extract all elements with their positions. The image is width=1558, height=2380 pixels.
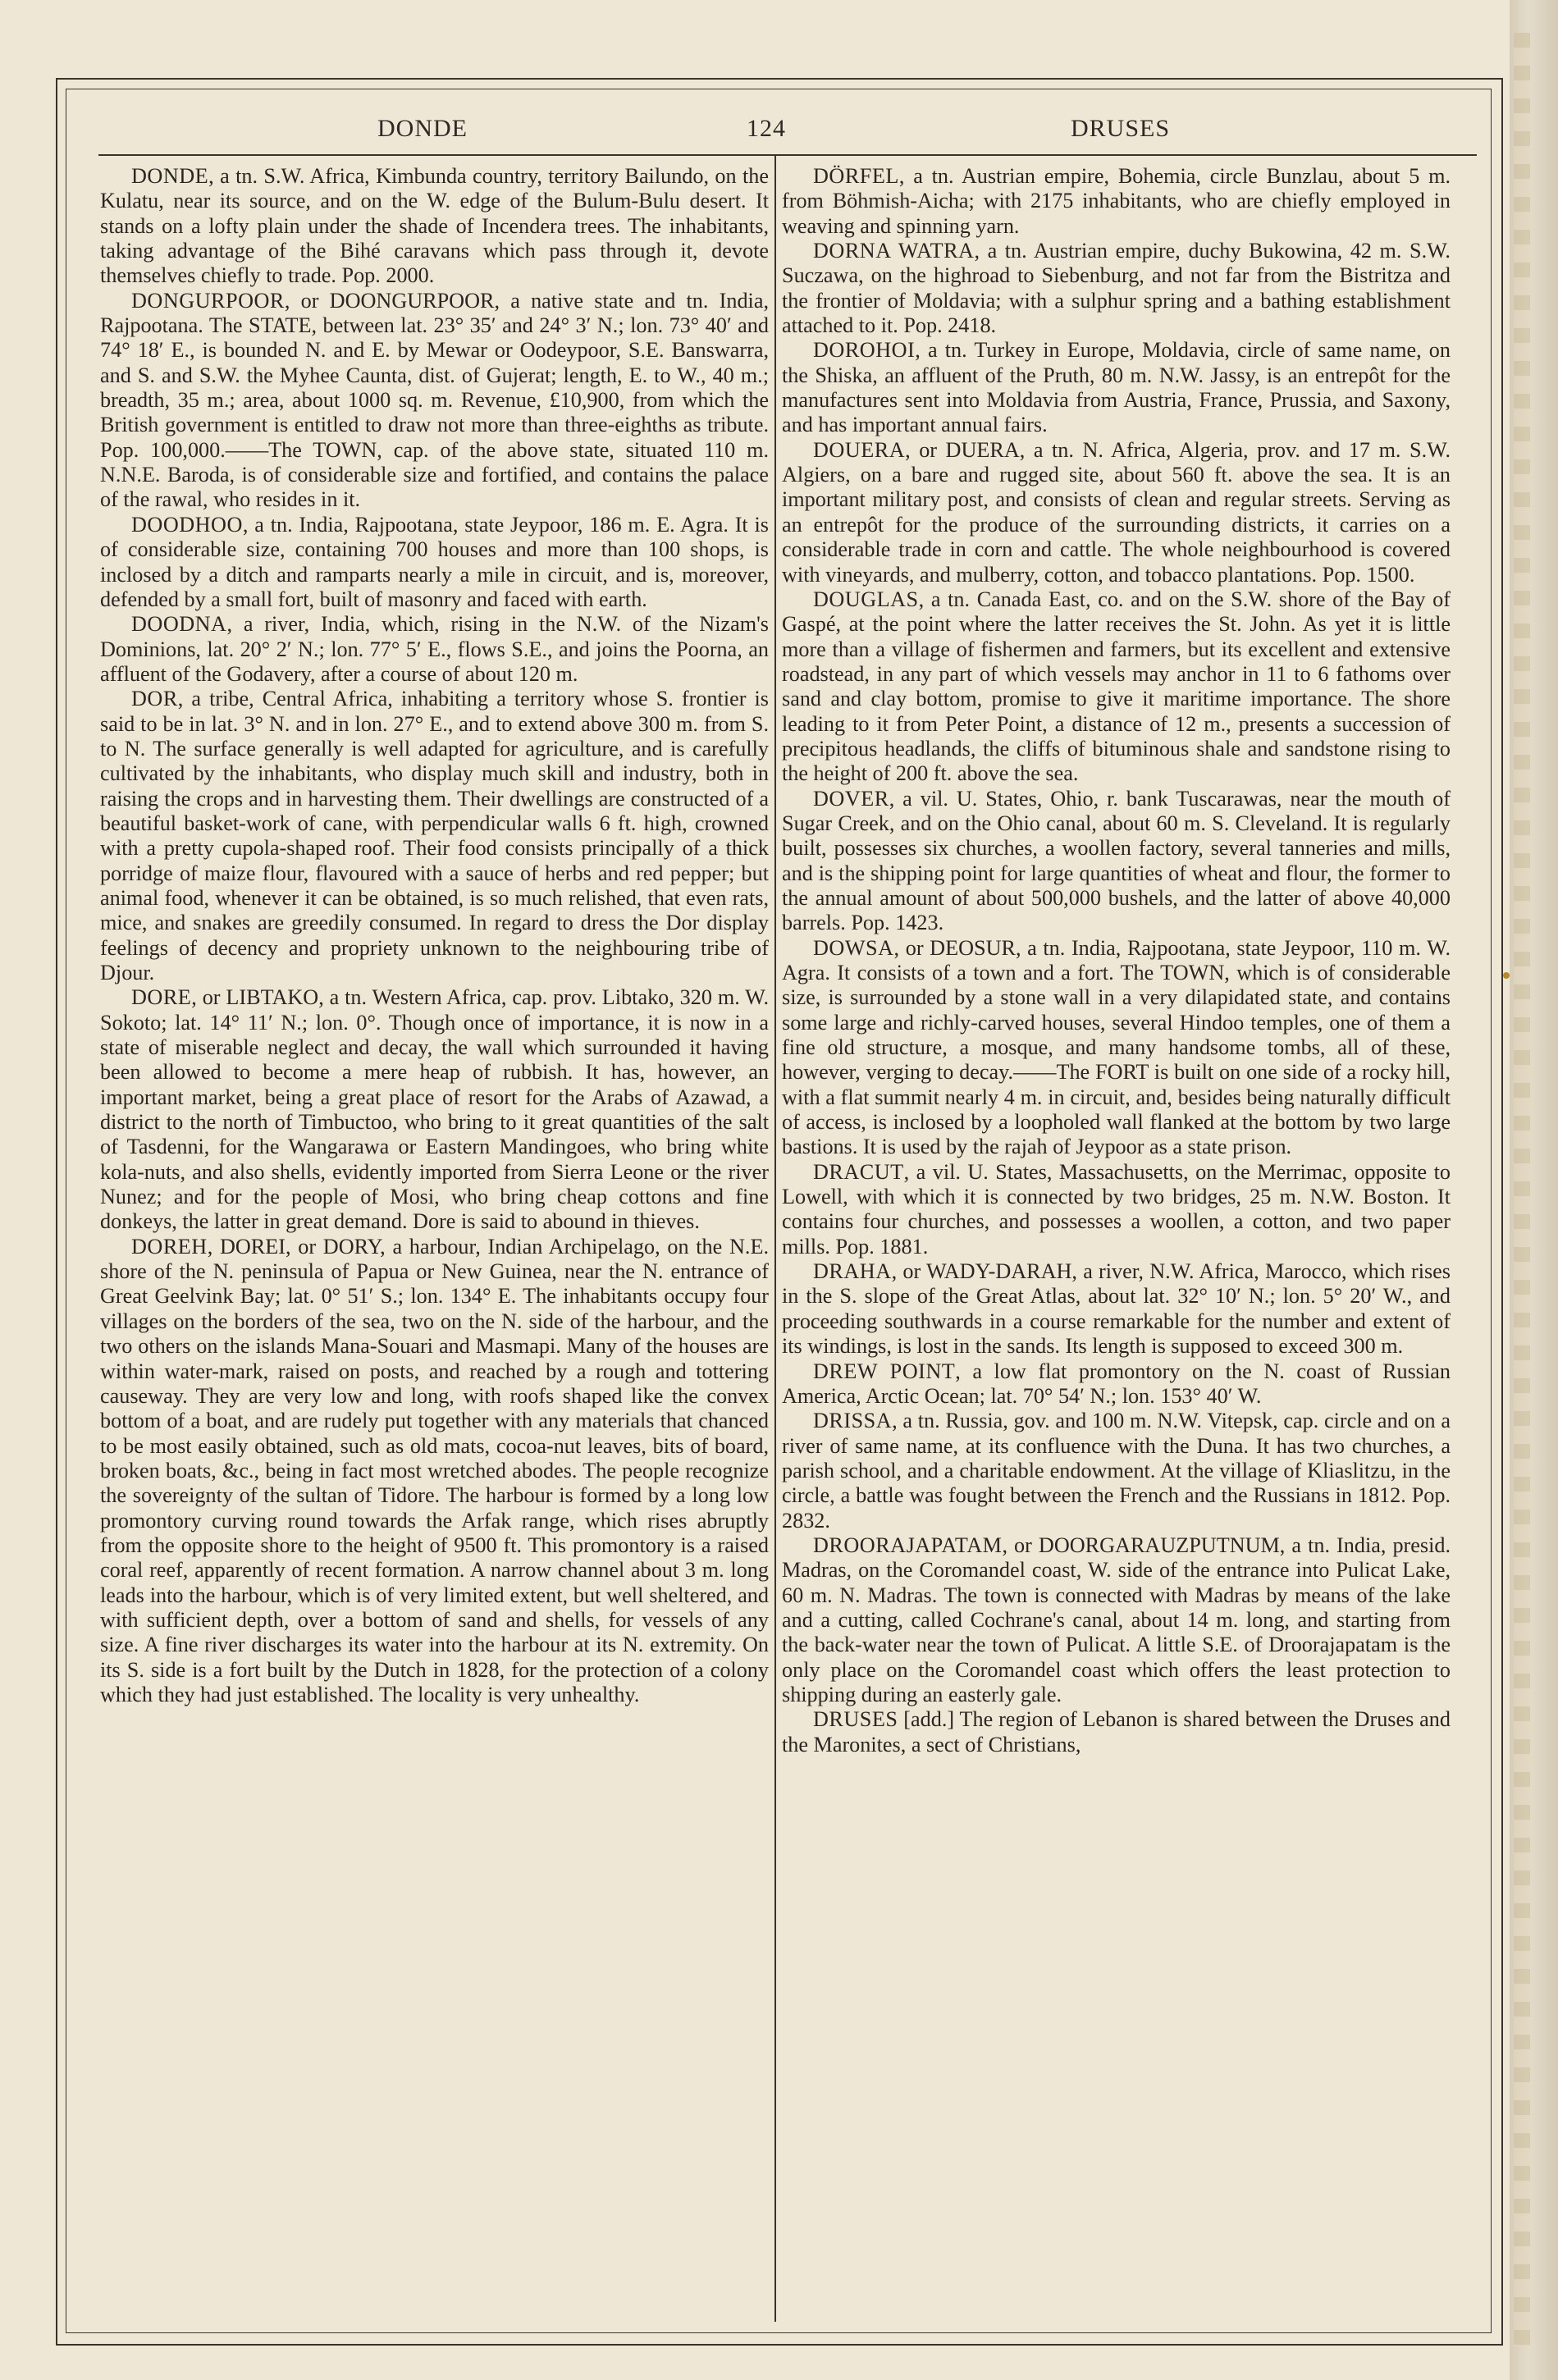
entry-headword: DOUERA	[813, 437, 906, 462]
gazetteer-entry	[100, 985, 769, 1234]
entry-text: , a tn. Turkey in Europe, Moldavia, circle of same name, on the Shiska, an affluent of the Pruth, 80 m. N.W. Jassy, is an entrepôt for the manufactures sent into Moldavia from Austria, France, Prussia, and Saxony, and has important annual fairs.	[782, 338, 1451, 437]
entry-headword: DRAHA	[813, 1259, 892, 1284]
entry-headword: DONGURPOOR	[131, 288, 285, 313]
entry-headword: DRUSES	[813, 1707, 898, 1732]
entry-headword: DREW POINT	[813, 1359, 956, 1383]
entry-headword: DORNA WATRA	[813, 239, 975, 263]
gazetteer-entry	[782, 438, 1451, 587]
gazetteer-entry	[100, 1235, 769, 1708]
column-divider	[774, 156, 776, 2322]
gazetteer-entry	[782, 936, 1451, 1160]
entry-text: , a tn. S.W. Africa, Kimbunda country, territory Bailundo, on the Kulatu, near its source, and on the W. edge of the Bulum-Bulu desert. It stands on a lofty plain under the shade of Incendera trees. The inhabitants, taking advantage of the Bihé caravans which pass through it, devote themselves chiefly to trade. Pop. 2000.	[100, 164, 769, 288]
gazetteer-entry	[782, 1359, 1451, 1409]
entry-headword: DOR	[131, 687, 178, 711]
page-number: 124	[747, 115, 786, 142]
entry-text: , a vil. U. States, Massachusetts, on the Merrimac, opposite to Lowell, with which it is connected by two bridges, 25 m. N.W. Boston. It contains four churches, and possesses a woollen, a cotton, and two paper mills. Pop. 1881.	[782, 1159, 1451, 1259]
entry-text: , DOREI, or DORY, a harbour, Indian Archipelago, on the N.E. shore of the N. peninsula of Papua or New Guinea, near the N. entrance of Great Geelvink Bay; lat. 0° 51′ S.; lon. 134° E. The inhabitants occupy four villages on the borders of the sea, two on the N. side of the harbour, and the two others on the islands Mana-Souari and Masmapi. Many of the houses are within water-mark, raised on posts, and reached by a rough and tottering causeway. They are very low and long, with roofs shaped like the convex bottom of a boat, and are rudely put together with any materials that chanced to be most easily obtained, such as old mats, cocoa-nut leaves, bits of board, broken boats, &c., being in fact most wretched abodes. The people recognize the sovereignty of the sultan of Tidore. The harbour is formed by a long low promontory curving round towards the Arfak range, which rises abruptly from the opposite shore to the height of 9500 ft. This promontory is a raised coral reef, apparently of recent formation. A narrow channel about 3 m. long leads into the harbour, which is of very limited extent, but well sheltered, and with sufficient depth, over a bottom of sand and shells, for vessels of any size. A fine river discharges its water into the harbour at its N. extremity. On its S. side is a fort built by the Dutch in 1828, for the protection of a colony which they had just established. The locality is very unhealthy.	[100, 1234, 769, 1706]
gazetteer-entry	[782, 587, 1451, 787]
header-rule	[98, 154, 1477, 156]
entry-headword: DROORAJAPATAM	[813, 1533, 1003, 1557]
entry-headword: DOWSA	[813, 935, 894, 960]
entry-headword: DOVER	[813, 786, 889, 811]
gazetteer-entry	[782, 1533, 1451, 1707]
entry-text: , a low flat promontory on the N. coast of Russian America, Arctic Ocean; lat. 70° 54′ N.; lon. 153° 40′ W.	[782, 1359, 1451, 1408]
left-column	[100, 164, 769, 2314]
ink-spot	[1503, 972, 1510, 979]
gazetteer-entry	[782, 164, 1451, 239]
entry-text: , or DEOSUR, a tn. India, Rajpootana, state Jeypoor, 110 m. W. Agra. It consists of a town and a fort. The TOWN, which is of considerable size, is surrounded by a stone wall in a very dilapidated state, and contains some large and richly-carved houses, several Hindoo temples, one of them a fine old structure, a mosque, and many handsome tombs, all of these, however, verging to decay.——The FORT is built on one side of a rocky hill, with a flat summit nearly 4 m. in circuit, and, besides being naturally difficult of access, is inclosed by a loopholed wall flanked at the bottom by two large bastions. It is used by the rajah of Jeypoor as a state prison.	[782, 935, 1451, 1159]
binding-strip	[1514, 33, 1530, 2346]
gazetteer-entry	[782, 239, 1451, 338]
gazetteer-entry	[100, 164, 769, 289]
entry-text: , or DOORGARAUZPUTNUM, a tn. India, presid. Madras, on the Coromandel coast, W. side of the entrance into Pulicat Lake, 60 m. N. Madras. The town is connected with Madras by means of the lake and a cutting, called Cochrane's canal, about 14 m. long, and starting from the back-water near the town of Pulicat. A little S.E. of Droorajapatam is the only place on the Coromandel coast which offers the least protection to shipping during an easterly gale.	[782, 1533, 1451, 1706]
entry-headword: DÖRFEL	[813, 164, 899, 188]
entry-headword: DOUGLAS	[813, 587, 919, 611]
right-column	[782, 164, 1451, 2314]
entry-headword: DOODNA	[131, 612, 227, 637]
gazetteer-entry	[100, 513, 769, 612]
entry-text: [add.] The region of Lebanon is shared between the Druses and the Maronites, a sect of Christians,	[782, 1707, 1451, 1756]
entry-headword: DOREH	[131, 1234, 208, 1259]
entry-headword: DORE	[131, 985, 192, 1010]
entry-headword: DOODHOO	[131, 512, 243, 537]
gazetteer-entry	[782, 1259, 1451, 1359]
gazetteer-entry	[100, 687, 769, 985]
entry-text: , a tn. Austrian empire, duchy Bukowina, 42 m. S.W. Suczawa, on the highroad to Siebenburg, and not far from the Bistritza and the frontier of Moldavia; with a sulphur spring and a bathing establishment attached to it. Pop. 2418.	[782, 239, 1451, 338]
entry-text: , a tn. Austrian empire, Bohemia, circle Bunzlau, about 5 m. from Böhmish-Aicha; with 2175 inhabitants, who are chiefly employed in weaving and spinning yarn.	[782, 164, 1451, 238]
entry-headword: DRACUT	[813, 1159, 904, 1184]
entry-text: , a river, India, which, rising in the N.W. of the Nizam's Dominions, lat. 20° 2′ N.; lon. 77° 5′ E., flows S.E., and joins the Poorna, an affluent of the Godavery, after a course of about 120 m.	[100, 612, 769, 686]
gazetteer-entry	[782, 1409, 1451, 1533]
entry-text: , or DUERA, a tn. N. Africa, Algeria, prov. and 17 m. S.W. Algiers, on a bare and rugged site, about 560 ft. above the sea. It is an important military post, and consists of clean and regular streets. Serving as an entrepôt for the produce of the surrounding districts, it carries on a considerable trade in corn and cattle. The whole neighbourhood is covered with vineyards, and mulberry, cotton, and tobacco plantations. Pop. 1500.	[782, 437, 1451, 587]
entry-headword: DOROHOI	[813, 338, 916, 363]
entry-text: , a tn. Canada East, co. and on the S.W. shore of the Bay of Gaspé, at the point where the latter receives the St. John. As yet it is little more than a village of fishermen and farmers, but its excellent and extensive roadstead, in any part of which vessels may anchor in 11 to 6 fathoms over sand and clay bottom, promise to give it maritime importance. The shore leading to it from Peter Point, a distance of 12 m., presents a succession of precipitous headlands, the cliffs of bituminous shale and sandstone rising to the height of 200 ft. above the sea.	[782, 587, 1451, 786]
header-last-word: DRUSES	[1071, 115, 1171, 142]
header-first-word: DONDE	[377, 115, 468, 142]
entry-text: , a tn. Russia, gov. and 100 m. N.W. Vitepsk, cap. circle and on a river of same name, at its confluence with the Duna. It has two churches, a parish school, and a charitable endowment. At the village of Kliaslitzu, in the circle, a battle was fought between the French and the Russians in 1812. Pop. 2832.	[782, 1409, 1451, 1533]
entry-headword: DRISSA	[813, 1409, 893, 1433]
gazetteer-entry	[100, 612, 769, 687]
running-header	[98, 105, 1477, 154]
entry-text: , or WADY-DARAH, a river, N.W. Africa, Marocco, which rises in the S. slope of the Great Atlas, about lat. 32° 10′ N.; lon. 5° 20′ W., and proceeding southwards in a course remarkable for the number and extent of its windings, is lost in the sands. Its length is supposed to exceed 300 m.	[782, 1259, 1451, 1359]
entry-text: , or LIBTAKO, a tn. Western Africa, cap. prov. Libtako, 320 m. W. Sokoto; lat. 14° 11′ N.; lon. 0°. Though once of importance, it is now in a state of miserable neglect and decay, the wall which surrounded it having been allowed to become a mere heap of rubbish. It has, however, an important market, being a great place of resort for the Arabs of Azawad, a district to the north of Timbuctoo, who bring to it great quantities of the salt of Tasdenni, for the Wangarawa or Eastern Mandingoes, who bring white kola-nuts, and also shells, evidently imported from Sierra Leone or the river Nunez; and for the people of Mosi, who bring cheap cottons and fine donkeys, the latter in great demand. Dore is said to abound in thieves.	[100, 985, 769, 1234]
entry-text: , a tribe, Central Africa, inhabiting a territory whose S. frontier is said to be in lat. 3° N. and in lon. 27° E., and to extend above 300 m. from S. to N. The surface generally is well adapted for agriculture, and is carefully cultivated by the inhabitants, who display much skill and industry, both in raising the crops and in harvesting them. Their dwellings are constructed of a beautiful basket-work of cane, with perpendicular walls 6 ft. high, crowned with a pretty cupola-shaped roof. Their food consists principally of a thick porridge of maize flour, flavoured with a sauce of herbs and red pepper; but animal food, whenever it can be obtained, is so much relished, that even rats, mice, and snakes are greedily consumed. In regard to dress the Dor display feelings of decency and propriety unknown to the neighbouring tribe of Djour.	[100, 687, 769, 984]
gazetteer-entry	[782, 338, 1451, 437]
entry-headword: DONDE	[131, 164, 209, 188]
entry-text: , a tn. India, Rajpootana, state Jeypoor, 186 m. E. Agra. It is of considerable size, containing 700 houses and more than 100 shops, is inclosed by a ditch and ramparts nearly a mile in circuit, and is, moreover, defended by a small fort, built of masonry and faced with earth.	[100, 512, 769, 611]
gazetteer-entry	[782, 787, 1451, 936]
gazetteer-entry	[782, 1160, 1451, 1259]
gazetteer-entry	[782, 1707, 1451, 1757]
gazetteer-entry	[100, 289, 769, 513]
entry-text: , a vil. U. States, Ohio, r. bank Tuscarawas, near the mouth of Sugar Creek, and on the Ohio canal, about 60 m. S. Cleveland. It is regularly built, possesses six churches, a woollen factory, several tanneries and mills, and is the shipping point for large quantities of wheat and flour, the former to the annual amount of about 500,000 bushels, and the latter of above 40,000 barrels. Pop. 1423.	[782, 786, 1451, 935]
entry-text: , or DOONGURPOOR, a native state and tn. India, Rajpootana. The STATE, between lat. 23° 35′ and 24° 3′ N.; lon. 73° 40′ and 74° 18′ E., is bounded N. and E. by Mewar or Oodeypoor, S.E. Banswarra, and S. and S.W. the Myhee Caunta, dist. of Gujerat; length, E. to W., 40 m.; breadth, 35 m.; area, about 1000 sq. m. Revenue, £10,900, from which the British government is entitled to draw not more than three-eighths as tribute. Pop. 100,000.——The TOWN, cap. of the above state, situated 110 m. N.N.E. Baroda, is of considerable size and fortified, and contains the palace of the rawal, who resides in it.	[100, 288, 769, 512]
